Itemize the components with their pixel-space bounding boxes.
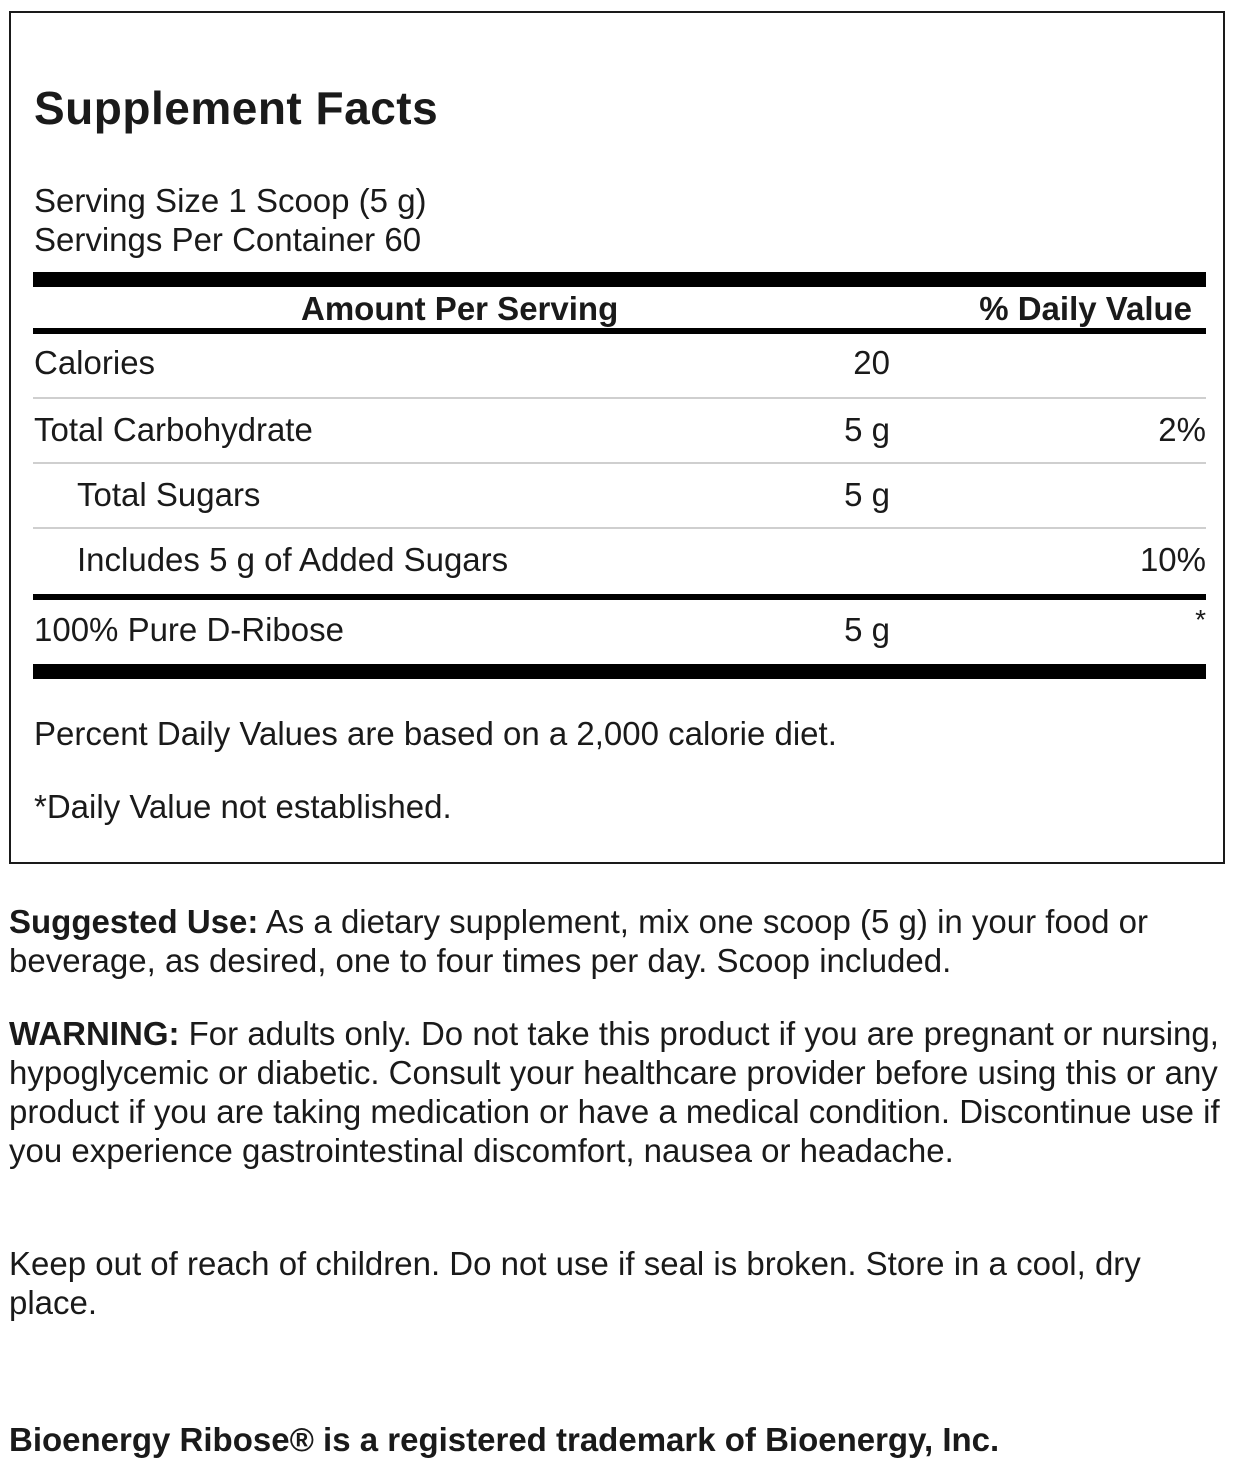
- divider-thick-bottom: [33, 664, 1206, 679]
- header-daily-value: % Daily Value: [979, 290, 1192, 327]
- nutrient-daily-value: 10%: [1139, 541, 1206, 578]
- nutrient-daily-value: *: [1195, 604, 1206, 635]
- nutrient-amount: 20: [853, 344, 890, 381]
- warning: [9, 1014, 1224, 1170]
- header-amount-per-serving: Amount Per Serving: [301, 290, 619, 327]
- footnote-daily-values: Percent Daily Values are based on a 2,000 calorie diet.: [34, 715, 837, 752]
- serving-info: [34, 181, 427, 259]
- nutrient-name: 100% Pure D-Ribose: [34, 611, 344, 648]
- divider-header: [33, 328, 1206, 334]
- warning-label: WARNING:: [9, 1015, 180, 1052]
- nutrient-name: Calories: [34, 344, 156, 381]
- nutrient-amount: 5 g: [844, 411, 890, 448]
- nutrient-name: Total Carbohydrate: [34, 411, 313, 448]
- nutrient-row: [33, 604, 1206, 650]
- nutrient-amount: 5 g: [844, 611, 890, 648]
- suggested-use-text: As a dietary supplement, mix one scoop (5 g) in your food or beverage, as desired, one to four times per day. Scoop included.: [9, 903, 1149, 979]
- nutrient-row: [33, 475, 1206, 515]
- divider-thin: [33, 462, 1206, 464]
- footnote-not-established: *Daily Value not established.: [34, 788, 452, 825]
- trademark-note: Bioenergy Ribose® is a registered trademark of Bioenergy, Inc.: [9, 1421, 1000, 1458]
- suggested-use-label: Suggested Use:: [9, 903, 259, 940]
- nutrient-name: Total Sugars: [77, 476, 261, 513]
- divider-medium: [33, 594, 1206, 600]
- nutrient-row: [33, 343, 1206, 383]
- divider-thick-top: [33, 272, 1206, 287]
- servings-per-container: Servings Per Container 60: [34, 221, 422, 258]
- storage-note: Keep out of reach of children. Do not use if seal is broken. Store in a cool, dry place.: [9, 1245, 1141, 1321]
- suggested-use: [9, 902, 1224, 980]
- serving-size: Serving Size 1 Scoop (5 g): [34, 182, 427, 219]
- nutrient-name: Includes 5 g of Added Sugars: [77, 541, 509, 578]
- nutrient-amount: 5 g: [844, 476, 890, 513]
- nutrient-daily-value: 2%: [1158, 411, 1206, 448]
- supplement-facts-panel: [9, 11, 1225, 864]
- warning-text: For adults only. Do not take this product if you are pregnant or nursing, hypoglycemic or diabetic. Consult your healthcare provider before using this or any product if you are taking medication or have a medical condition. Discontinue use if you experience gastrointestinal discomfort, nausea or headache.: [9, 1015, 1220, 1169]
- facts-title: Supplement Facts: [34, 82, 439, 134]
- divider-thin: [33, 397, 1206, 399]
- nutrient-row: [33, 540, 1206, 580]
- nutrient-row: [33, 410, 1206, 450]
- divider-thin: [33, 527, 1206, 529]
